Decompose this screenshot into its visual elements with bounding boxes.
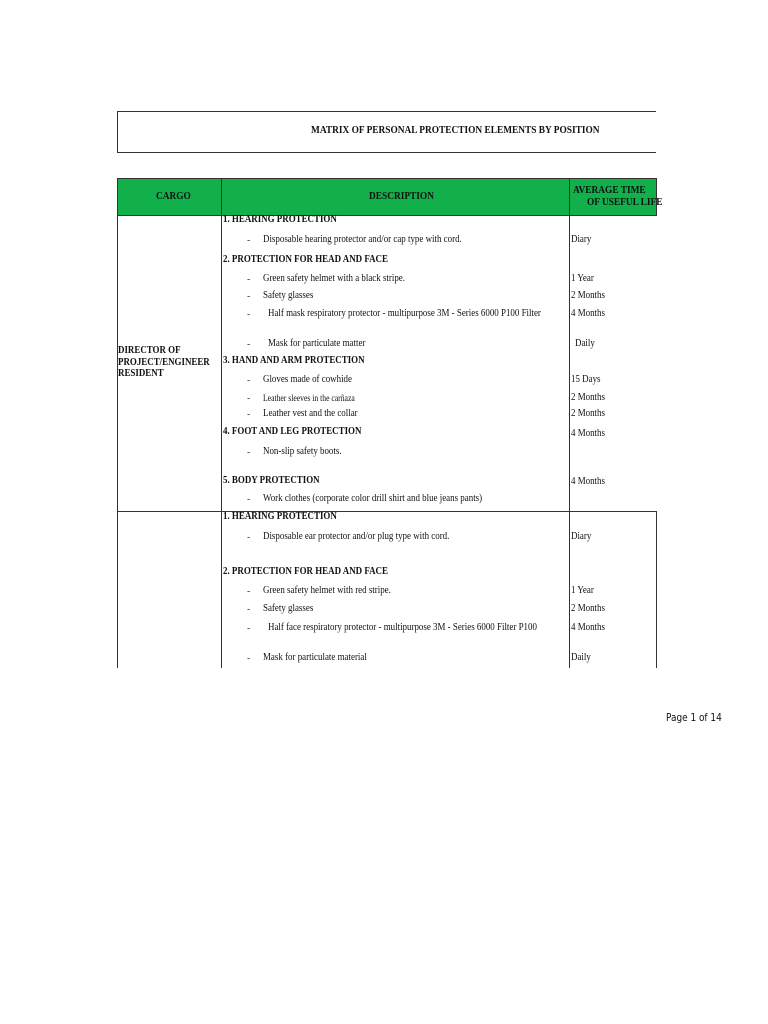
section-title: 1. HEARING PROTECTION	[223, 511, 337, 522]
section-title: 1. HEARING PROTECTION	[223, 214, 337, 225]
item-time: 1 Year	[571, 585, 594, 596]
bullet-dash: -	[247, 604, 251, 615]
item-text: Non-slip safety boots.	[263, 446, 342, 457]
header-time-label-line1: AVERAGE TIME	[573, 184, 646, 196]
item-text: Safety glasses	[263, 603, 314, 614]
bullet-dash: -	[247, 393, 251, 404]
item-time: 4 Months	[571, 308, 605, 319]
bullet-dash: -	[247, 375, 251, 386]
item-text: Half face respiratory protector - multipurpose 3M - Series 6000 Filter P100	[268, 622, 537, 633]
cargo-line: DIRECTOR OF	[118, 345, 181, 356]
grid-line-right	[656, 512, 657, 668]
header-cargo-label: CARGO	[156, 190, 191, 202]
item-time: Daily	[575, 338, 595, 349]
item-text: Mask for particulate material	[263, 652, 367, 663]
item-time: 2 Months	[571, 290, 605, 301]
item-time: Diary	[571, 234, 592, 245]
item-time: 2 Months	[571, 603, 605, 614]
bullet-dash: -	[247, 339, 251, 350]
cargo-label-director	[118, 345, 210, 380]
header-description-label: DESCRIPTION	[369, 190, 434, 202]
item-time: 15 Days	[571, 374, 601, 385]
item-text: Gloves made of cowhide	[263, 374, 352, 385]
item-text: Green safety helmet with a black stripe.	[263, 273, 406, 284]
item-time: 2 Months	[571, 392, 605, 403]
bullet-dash: -	[247, 586, 251, 597]
grid-line-row-divider	[117, 511, 657, 512]
bullet-dash: -	[247, 494, 251, 505]
section-title: 2. PROTECTION FOR HEAD AND FACE	[223, 566, 388, 577]
item-time: 1 Year	[571, 273, 594, 284]
item-text: Mask for particulate matter	[268, 338, 366, 349]
bullet-dash: -	[247, 532, 251, 543]
cargo-line: RESIDENT	[118, 368, 164, 379]
bullet-dash: -	[247, 409, 251, 420]
cargo-line: PROJECT/ENGINEER	[118, 356, 210, 368]
item-text: Half mask respiratory protector - multipurpose 3M - Series 6000 P100 Filter	[268, 308, 541, 319]
section-title: 4. FOOT AND LEG PROTECTION	[223, 426, 362, 437]
section-title: 5. BODY PROTECTION	[223, 475, 320, 486]
bullet-dash: -	[247, 291, 251, 302]
item-text: Leather vest and the collar	[263, 408, 358, 419]
item-time: Daily	[571, 652, 591, 663]
bullet-dash: -	[247, 623, 251, 634]
item-text: Safety glasses	[263, 290, 314, 301]
grid-line-cargo-desc	[221, 216, 222, 668]
section-title: 2. PROTECTION FOR HEAD AND FACE	[223, 254, 388, 265]
grid-line-left	[117, 216, 118, 668]
bullet-dash: -	[247, 653, 251, 664]
section-title: 3. HAND AND ARM PROTECTION	[223, 355, 365, 366]
item-time: 4 Months	[571, 622, 605, 633]
bullet-dash: -	[247, 274, 251, 285]
item-time: Diary	[571, 531, 592, 542]
section-time: 4 Months	[571, 428, 605, 439]
item-text: Work clothes (corporate color drill shirt and blue jeans pants)	[263, 493, 483, 504]
grid-line-desc-time	[569, 216, 570, 668]
item-text: Green safety helmet with red stripe.	[263, 585, 391, 596]
item-text: Disposable ear protector and/or plug type with cord.	[263, 531, 450, 542]
bullet-dash: -	[247, 235, 251, 246]
item-text: Disposable hearing protector and/or cap type with cord.	[263, 234, 462, 245]
bullet-dash: -	[247, 309, 251, 320]
item-time: 2 Months	[571, 408, 605, 419]
page-number: Page 1 of 14	[666, 712, 722, 724]
item-text: Leather sleeves in the carñaza	[263, 393, 355, 403]
bullet-dash: -	[247, 447, 251, 458]
document-title: MATRIX OF PERSONAL PROTECTION ELEMENTS BY POSITION	[311, 124, 600, 136]
header-time-label-line2: OF USEFUL LIFE	[587, 196, 663, 208]
section-time: 4 Months	[571, 476, 605, 487]
